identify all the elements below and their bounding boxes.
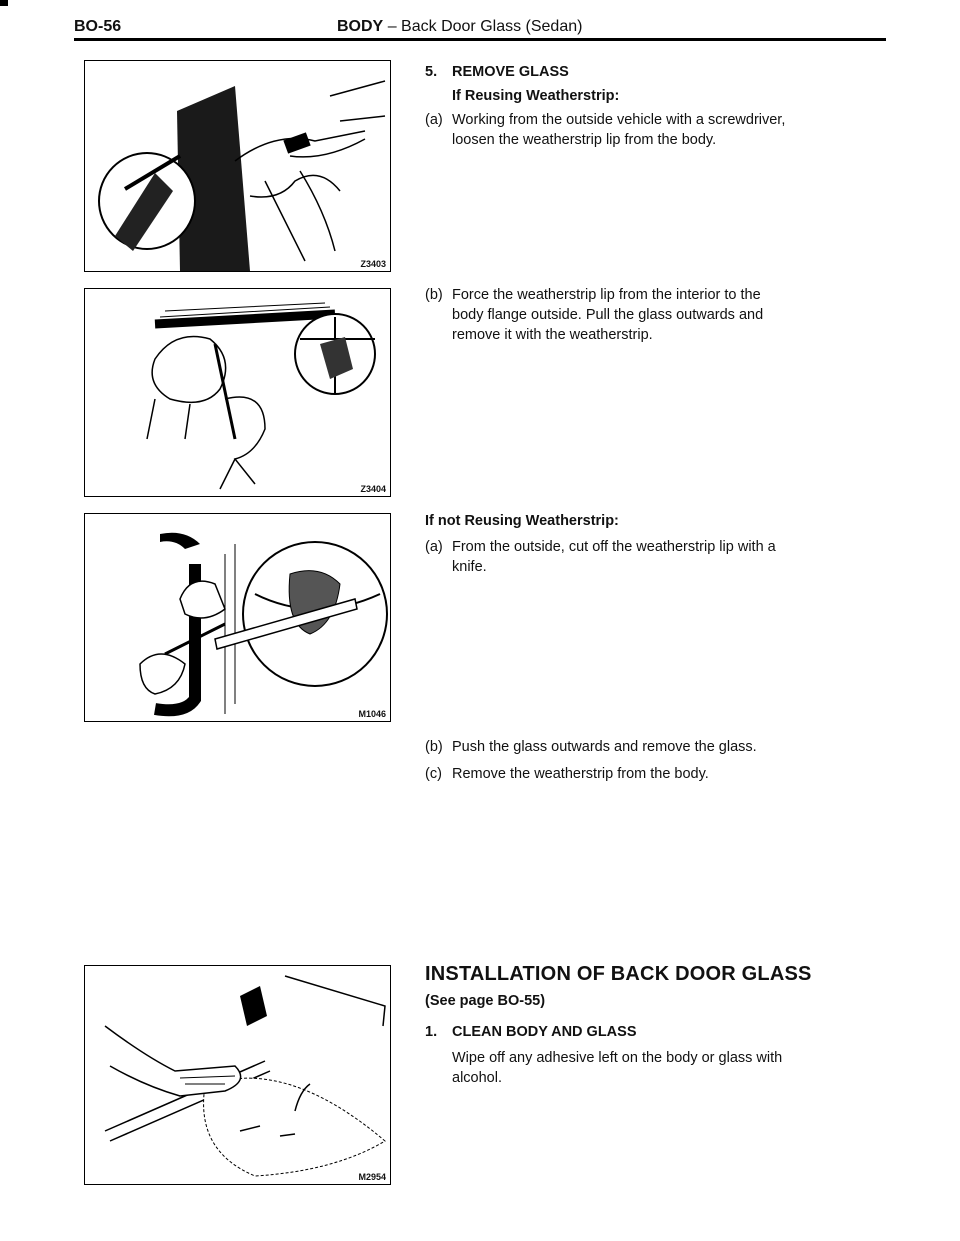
item-text: [452, 537, 776, 577]
figure-screwdriver-loosen: [84, 60, 391, 272]
text-line: body flange outside. Pull the glass outwards and: [452, 307, 764, 323]
step-title: CLEAN BODY AND GLASS: [452, 1024, 637, 1040]
header-rule: [74, 38, 886, 41]
text-line: From the outside, cut off the weatherstrip lip with a: [452, 539, 776, 555]
step-number: 1.: [425, 1024, 438, 1040]
step-1-heading: [425, 1022, 637, 1042]
illustration-clean-glass: [85, 966, 390, 1184]
illustration-loosen-weatherstrip: [85, 61, 390, 271]
text-line: Wipe off any adhesive left on the body or glass with: [452, 1050, 783, 1066]
section-subtitle: Back Door Glass (Sedan): [401, 18, 583, 35]
not-reusing-heading: If not Reusing Weatherstrip:: [425, 513, 619, 529]
figure-code: M2954: [358, 1172, 386, 1182]
corner-mark: [0, 0, 8, 6]
figure-force-lip: [84, 288, 391, 497]
step-title: REMOVE GLASS: [452, 64, 569, 80]
illustration-force-weatherstrip: [85, 289, 390, 496]
text-line: Push the glass outwards and remove the glass.: [452, 739, 757, 755]
item-letter: (a): [425, 539, 443, 555]
text-line: Remove the weatherstrip from the body.: [452, 766, 709, 782]
item-text: [452, 285, 763, 345]
page-reference: (See page BO-55): [425, 993, 546, 1009]
figure-code: Z3404: [360, 484, 386, 494]
item-text: [452, 764, 709, 784]
item-letter: (a): [425, 112, 443, 128]
item-letter: (b): [425, 287, 443, 303]
step-5-heading: [425, 62, 569, 82]
text-line: knife.: [452, 559, 487, 575]
instruction-item: [425, 285, 885, 347]
text-line: loosen the weatherstrip lip from the body.: [452, 132, 717, 148]
item-text: [452, 110, 785, 150]
step-number: 5.: [425, 64, 438, 80]
reusing-heading: If Reusing Weatherstrip:: [452, 88, 620, 104]
text-line: alcohol.: [452, 1070, 502, 1086]
text-line: remove it with the weatherstrip.: [452, 327, 653, 343]
figure-clean-glass: [84, 965, 391, 1185]
text-line: Force the weatherstrip lip from the interior to the: [452, 287, 761, 303]
instruction-item: [425, 110, 885, 152]
instruction-item: [425, 737, 885, 757]
running-title: [337, 18, 582, 36]
section-name: BODY: [337, 18, 384, 35]
illustration-cut-weatherstrip: [85, 514, 390, 721]
item-text: [452, 737, 757, 757]
figure-code: M1046: [358, 709, 386, 719]
figure-knife-cut: [84, 513, 391, 722]
title-dash: –: [387, 18, 397, 35]
text-line: Working from the outside vehicle with a screwdriver,: [452, 112, 786, 128]
page-number: BO-56: [74, 18, 122, 35]
item-letter: (b): [425, 739, 443, 755]
item-letter: (c): [425, 766, 442, 782]
figure-code: Z3403: [360, 259, 386, 269]
page-header: [74, 18, 886, 40]
instruction-item: [425, 764, 885, 784]
step-1-text: [452, 1048, 892, 1088]
installation-title: INSTALLATION OF BACK DOOR GLASS: [425, 963, 812, 985]
instruction-item: [425, 537, 885, 579]
